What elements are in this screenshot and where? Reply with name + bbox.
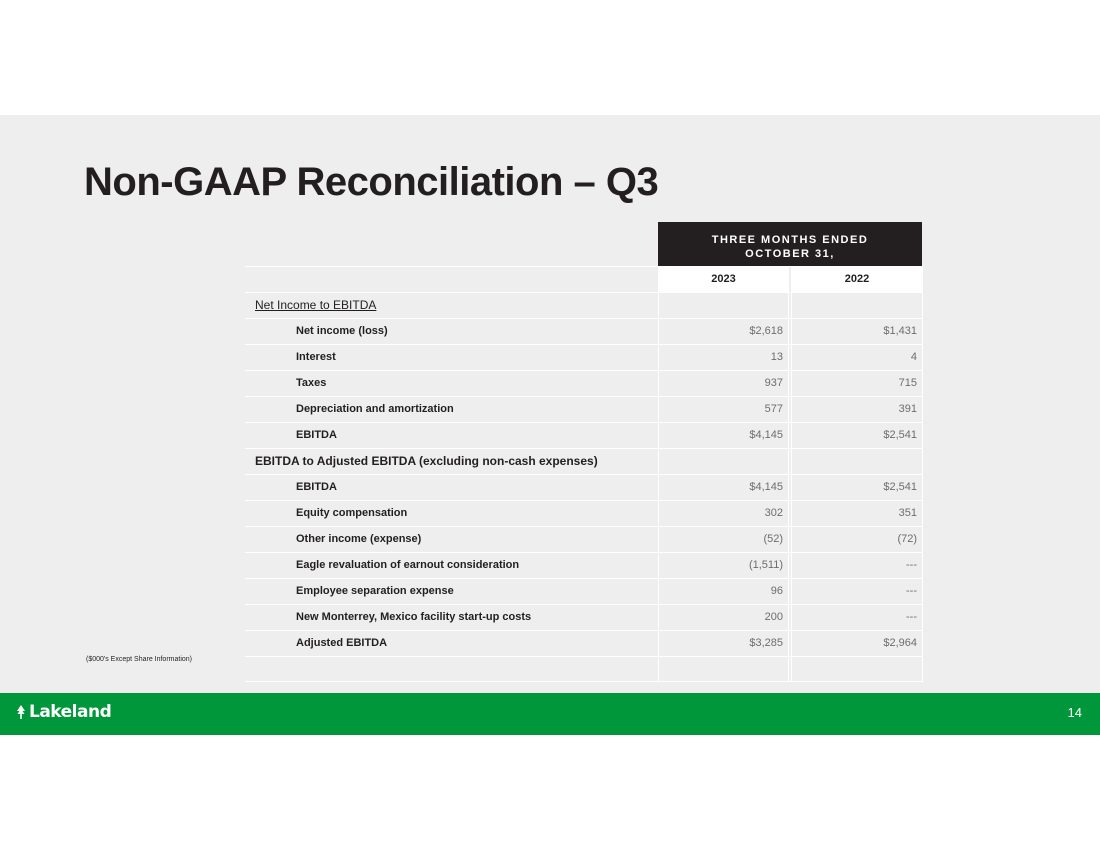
period-header — [658, 222, 922, 266]
period-header-line2: OCTOBER 31, — [745, 248, 835, 260]
company-logo — [16, 702, 111, 722]
logo-text: Lakeland — [29, 702, 112, 722]
value-2023: (52) — [658, 527, 789, 552]
table-row — [245, 631, 923, 657]
period-header-line1: THREE MONTHS ENDED — [711, 234, 869, 246]
value-2022: 4 — [791, 345, 923, 370]
value-2022: --- — [791, 579, 923, 604]
table-row — [245, 579, 923, 605]
year-2022-header: 2022 — [791, 267, 923, 292]
table-row-blank — [245, 657, 923, 682]
section-heading: EBITDA to Adjusted EBITDA (excluding non-cash expenses) — [255, 454, 598, 468]
table-body — [245, 266, 923, 682]
table-row — [245, 553, 923, 579]
section-heading-row — [245, 293, 923, 319]
table-row — [245, 501, 923, 527]
value-2023: 200 — [658, 605, 789, 630]
leaf-icon — [16, 705, 26, 719]
value-2022: 715 — [791, 371, 923, 396]
row-label: Depreciation and amortization — [296, 403, 454, 415]
value-2022: 391 — [791, 397, 923, 422]
footnote: ($000's Except Share Information) — [86, 656, 193, 663]
page-title: Non-GAAP Reconciliation – Q3 — [84, 160, 659, 204]
table-row — [245, 423, 923, 449]
value-2023: 96 — [658, 579, 789, 604]
value-2022: (72) — [791, 527, 923, 552]
value-2023: 302 — [658, 501, 789, 526]
table-row — [245, 345, 923, 371]
footer-bar — [0, 693, 1100, 735]
value-2023: $3,285 — [658, 631, 789, 656]
table-row — [245, 319, 923, 345]
value-2022: $1,431 — [791, 319, 923, 344]
row-label: Equity compensation — [296, 507, 408, 519]
value-2022: 351 — [791, 501, 923, 526]
table-row — [245, 605, 923, 631]
value-2022: --- — [791, 605, 923, 630]
row-label: Net income (loss) — [296, 325, 388, 337]
row-label: EBITDA — [296, 429, 337, 441]
value-2023: $4,145 — [658, 423, 789, 448]
row-label: Employee separation expense — [296, 585, 454, 597]
table-row — [245, 527, 923, 553]
value-2023: 13 — [658, 345, 789, 370]
row-label: Eagle revaluation of earnout consideration — [296, 559, 520, 571]
section-heading-row — [245, 449, 923, 475]
row-label: Adjusted EBITDA — [296, 637, 388, 649]
value-2023: $2,618 — [658, 319, 789, 344]
value-2022: $2,964 — [791, 631, 923, 656]
row-label: Other income (expense) — [296, 533, 422, 545]
row-label: New Monterrey, Mexico facility start-up costs — [296, 611, 532, 623]
value-2023: $4,145 — [658, 475, 789, 500]
value-2022: $2,541 — [791, 423, 923, 448]
value-2023: 937 — [658, 371, 789, 396]
row-label: Interest — [296, 351, 336, 363]
value-2022: $2,541 — [791, 475, 923, 500]
year-header-row — [245, 266, 923, 293]
row-label: Taxes — [296, 377, 327, 389]
page-number: 14 — [1067, 705, 1082, 720]
section-heading: Net Income to EBITDA — [255, 298, 377, 312]
row-label: EBITDA — [296, 481, 337, 493]
value-2023: 577 — [658, 397, 789, 422]
table-row — [245, 475, 923, 501]
year-2023-header: 2023 — [658, 267, 789, 292]
value-2023: (1,511) — [658, 553, 789, 578]
value-2022: --- — [791, 553, 923, 578]
table-row — [245, 371, 923, 397]
table-row — [245, 397, 923, 423]
